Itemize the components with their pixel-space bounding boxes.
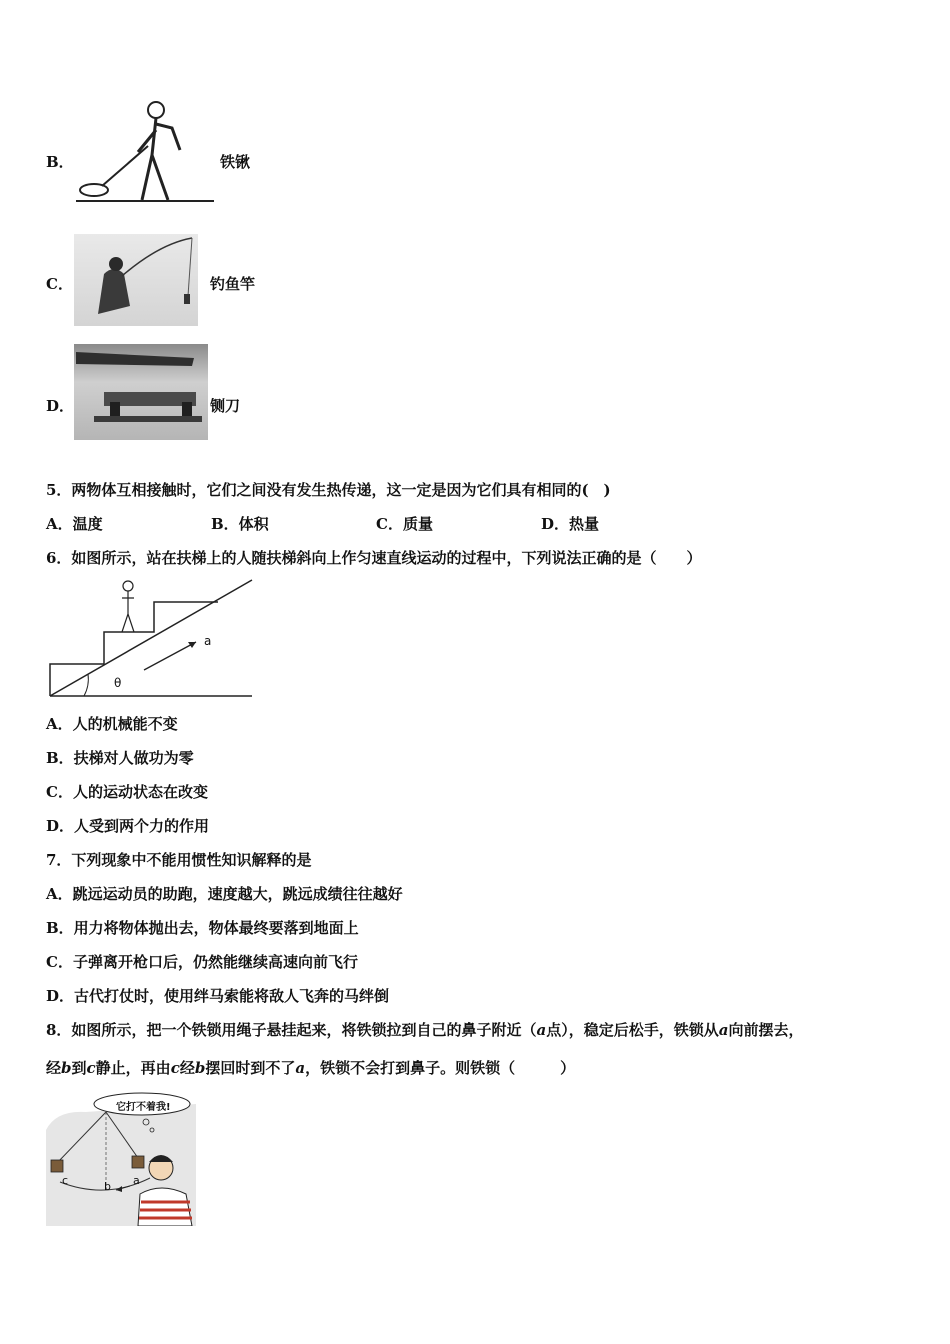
q7-option-b: B．用力将物体抛出去，物体最终要落到地面上	[46, 919, 359, 937]
q8-label-c: c	[62, 1174, 69, 1187]
q8-label-a: a	[133, 1174, 140, 1187]
q5-option-d: D．热量	[541, 515, 600, 533]
fishing-rod-photo	[74, 234, 198, 326]
q8-stem-line2: 经b到c静止，再由c经b摆回时到不了a，铁锁不会打到鼻子。则铁锁（ ）	[46, 1059, 576, 1077]
q6-arrow-label: a	[204, 634, 212, 648]
q7-option-d: D．古代打仗时，使用绊马索能将敌人飞奔的马绊倒	[46, 987, 390, 1005]
q5-stem: 5．两物体互相接触时，它们之间没有发生热传递，这一定是因为它们具有相同的( )	[46, 481, 611, 499]
q5-option-a: A．温度	[46, 515, 103, 533]
q7-stem: 7．下列现象中不能用惯性知识解释的是	[46, 851, 312, 869]
q4-option-b-caption: 铁锹	[220, 153, 251, 171]
q6-option-a: A．人的机械能不变	[46, 715, 178, 733]
q4-option-b-letter: B．	[46, 153, 74, 171]
escalator-diagram	[48, 576, 254, 700]
q8-label-b: b	[104, 1180, 111, 1193]
guillotine-cutter-photo	[74, 344, 208, 440]
q4-option-d-caption: 铡刀	[210, 397, 241, 415]
pendulum-lock-figure	[46, 1090, 196, 1226]
q8-stem-line1: 8．如图所示，把一个铁锁用绳子悬挂起来，将铁锁拉到自己的鼻子附近（a点），稳定后松手，铁锁从a向前摆去，	[46, 1021, 804, 1039]
q4-option-c-caption: 钓鱼竿	[210, 275, 256, 293]
q6-option-c: C．人的运动状态在改变	[46, 783, 208, 801]
q6-option-d: D．人受到两个力的作用	[46, 817, 210, 835]
q5-option-c: C．质量	[376, 515, 433, 533]
q8-speech-bubble: 它打不着我!	[116, 1102, 171, 1113]
shovel-figure	[72, 100, 217, 205]
q6-stem: 6．如图所示，站在扶梯上的人随扶梯斜向上作匀速直线运动的过程中，下列说法正确的是（ ）	[46, 549, 702, 567]
q4-option-d-letter: D．	[46, 397, 75, 415]
q6-angle-label: θ	[114, 676, 122, 690]
q4-option-c-letter: C．	[46, 275, 73, 293]
q5-option-b: B．体积	[211, 515, 269, 533]
q7-option-c: C．子弹离开枪口后，仍然能继续高速向前飞行	[46, 953, 358, 971]
q7-option-a: A．跳远运动员的助跑，速度越大，跳远成绩往往越好	[46, 885, 403, 903]
q6-option-b: B．扶梯对人做功为零	[46, 749, 194, 767]
